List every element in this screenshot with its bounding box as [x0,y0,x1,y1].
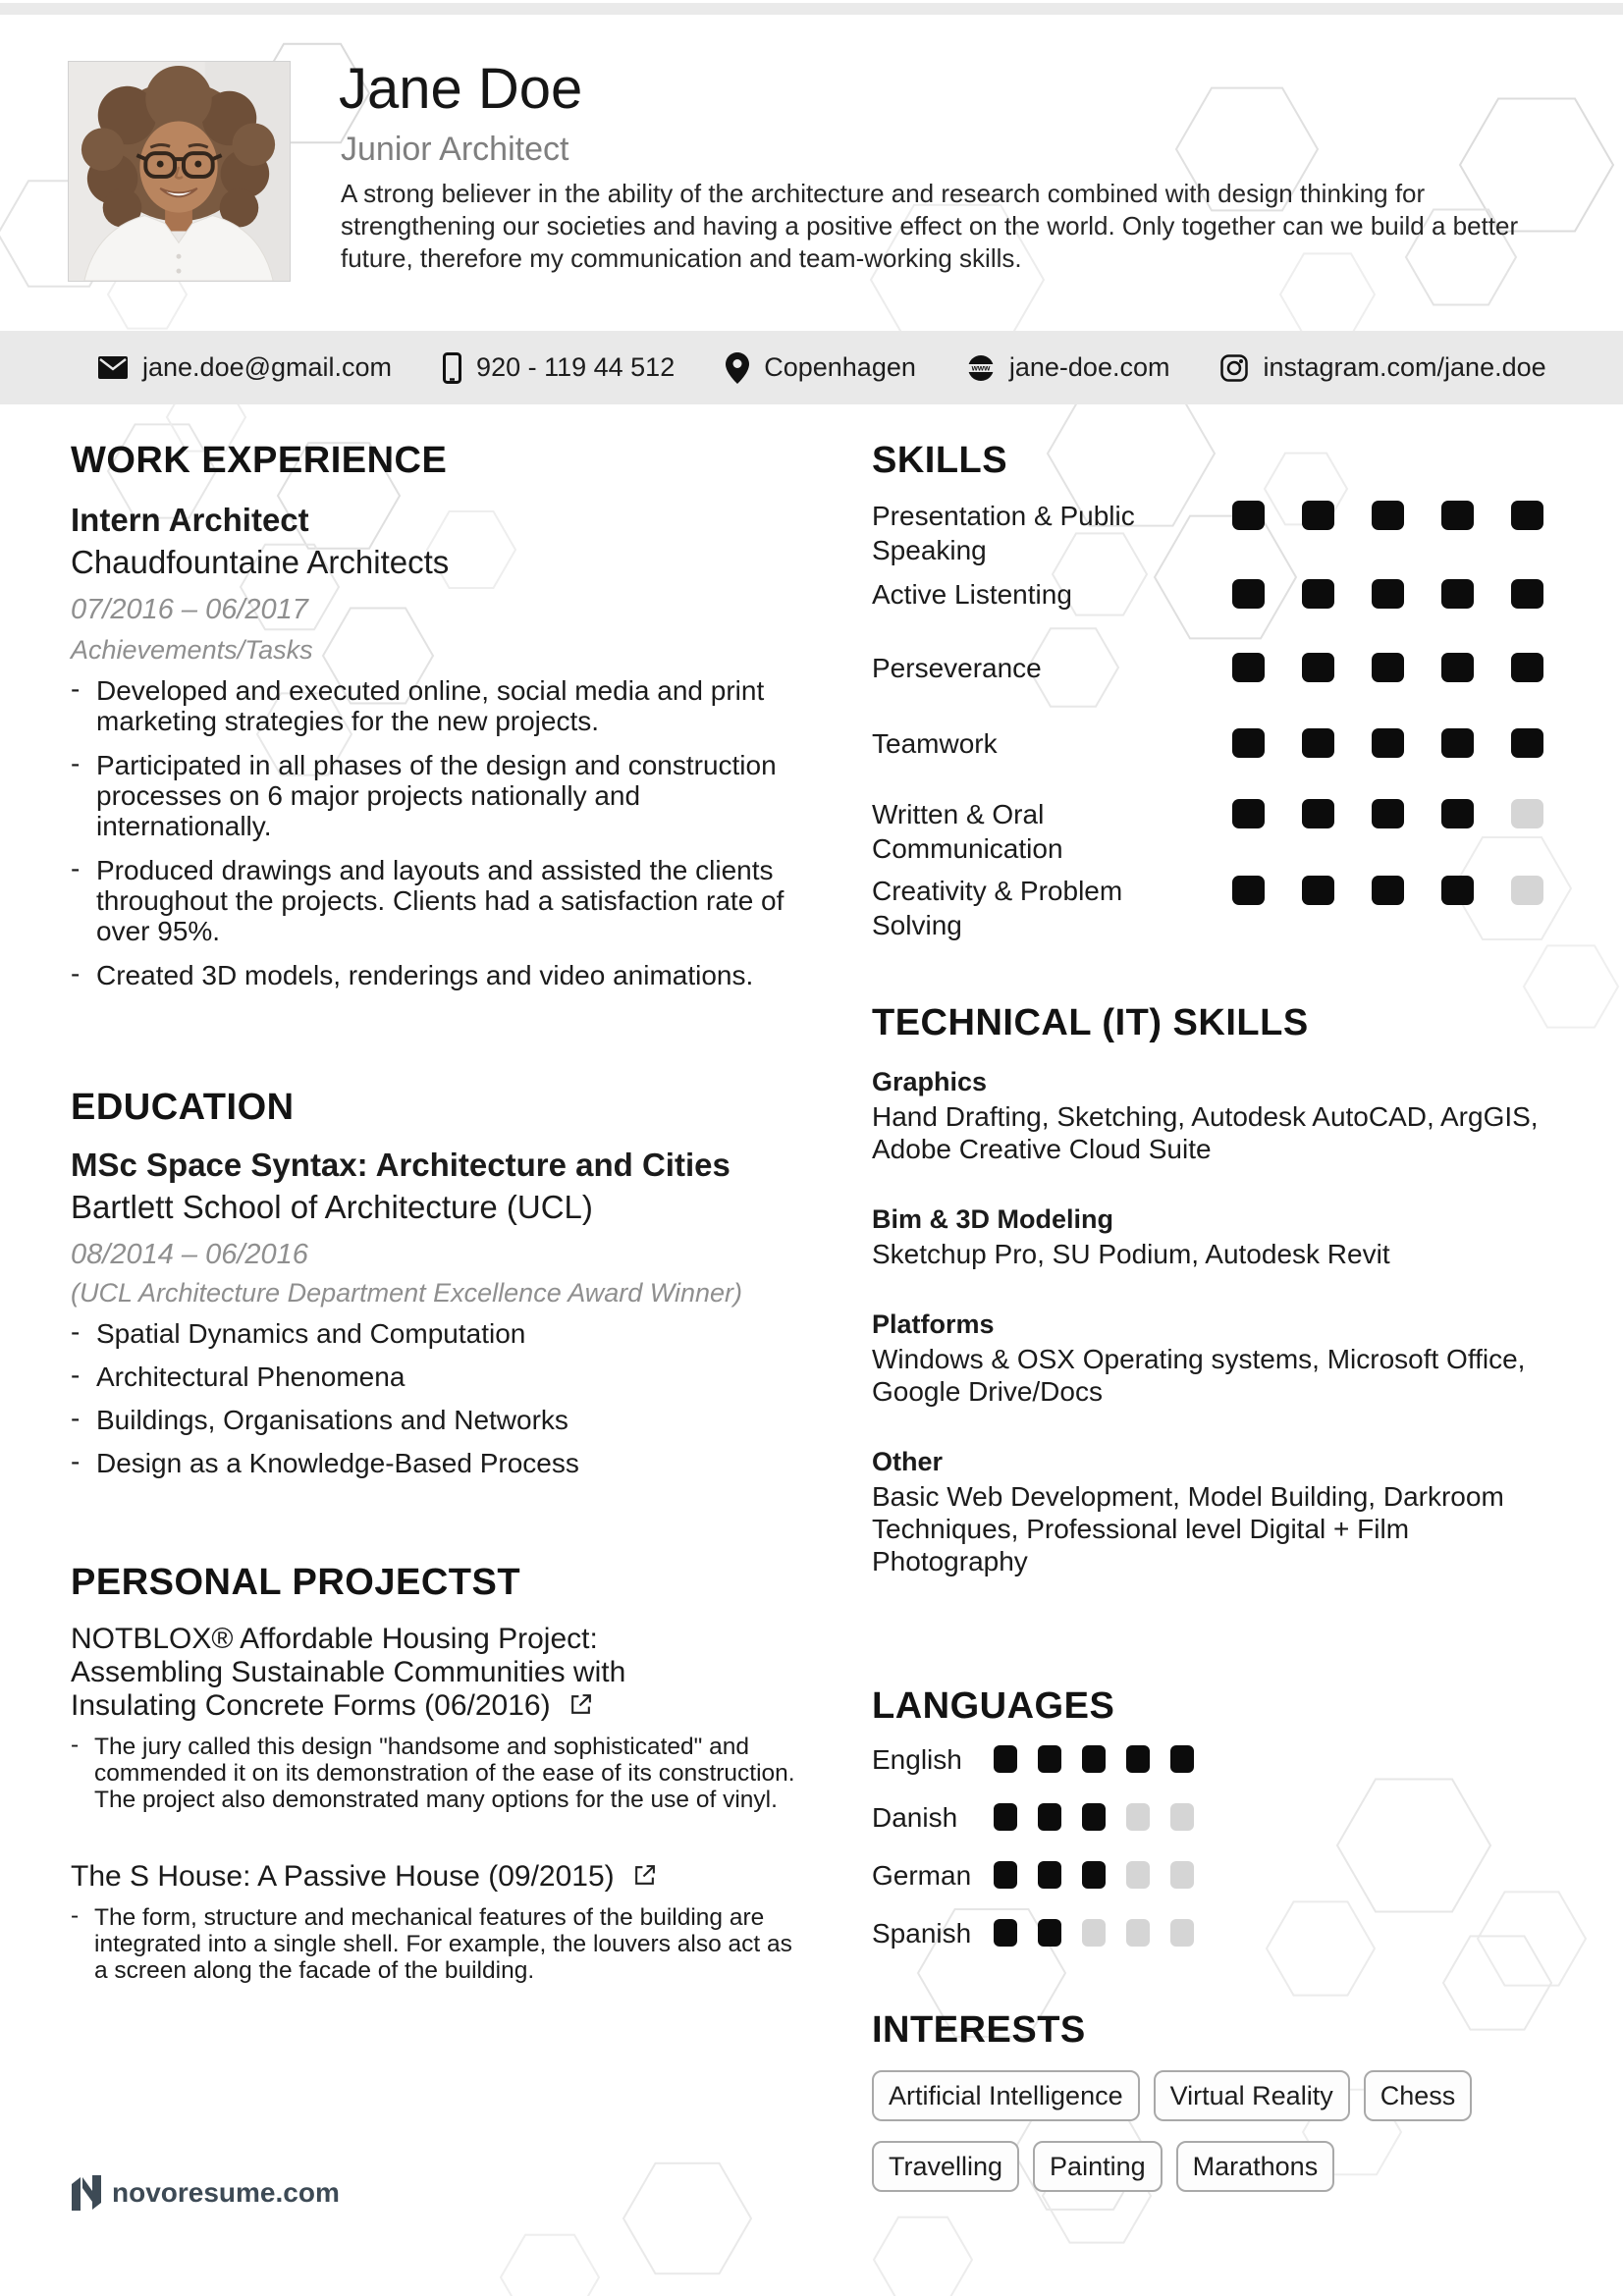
rating-square-empty [1511,799,1543,828]
rating-square-filled [1038,1861,1061,1889]
rating-square-filled [1302,579,1334,609]
rating-square-filled [1372,728,1404,758]
skill-label: Active Listenting [872,579,1072,610]
bullet-item: - Spatial Dynamics and Computation [71,1318,819,1349]
language-row [872,1800,1543,1835]
rating-square-filled [1372,653,1404,682]
email-text[interactable]: jane.doe@gmail.com [142,352,393,382]
job-role: Intern Architect [71,502,309,538]
bullet-item: - The form, structure and mechanical features of the building are integrated into a single shell. For example, the louvers also act as a screen along the facade of the building. [71,1904,811,1984]
bullet-item: - Architectural Phenomena [71,1362,819,1392]
job-company: Chaudfountaine Architects [71,544,450,580]
rating-square-filled [1441,579,1474,609]
degree-name: MSc Space Syntax: Architecture and Cities [71,1147,730,1183]
rating-square-filled [1441,501,1474,530]
project-title [71,1860,719,1896]
website-text[interactable]: jane-doe.com [1008,352,1170,382]
rating-square-filled [1372,876,1404,905]
language-label: German [872,1860,972,1891]
skill-rating [1232,653,1543,682]
rating-square-filled [1170,1745,1194,1773]
location-text: Copenhagen [764,352,916,382]
technical-skill-group-items: Windows & OSX Operating systems, Microsoft Office, Google Drive/Docs [872,1344,1526,1407]
rating-square-empty [1170,1919,1194,1947]
hexagon-decoration [501,2235,599,2296]
technical-skill-group-name: Bim & 3D Modeling [872,1204,1114,1234]
rating-square-empty [1126,1919,1150,1947]
interest-tag: Marathons [1176,2141,1335,2192]
skill-label: Teamwork [872,728,998,759]
technical-skill-group-items: Hand Drafting, Sketching, Autodesk AutoCAD, ArgGIS, Adobe Creative Cloud Suite [872,1101,1539,1164]
rating-square-filled [1038,1803,1061,1831]
rating-square-filled [1082,1745,1106,1773]
interest-tag-list [872,2070,1524,2192]
skill-rating [1232,501,1543,530]
rating-square-filled [994,1803,1017,1831]
rating-square-filled [1302,653,1334,682]
hexagon-decoration [623,2163,751,2274]
rating-square-empty [1511,876,1543,905]
rating-square-filled [1302,728,1334,758]
project-title-text: The S House: A Passive House (09/2015) [71,1860,615,1893]
rating-square-filled [1232,799,1265,828]
rating-square-filled [1302,501,1334,530]
language-row [872,1742,1543,1777]
interest-tag: Painting [1033,2141,1163,2192]
rating-square-filled [1038,1745,1061,1773]
technical-skill-group [872,1067,1543,1165]
education-section-title: EDUCATION [71,1087,295,1128]
location-pin-icon [726,352,749,384]
skill-row [872,499,1543,567]
rating-square-empty [1170,1803,1194,1831]
interest-tag: Artificial Intelligence [872,2070,1140,2121]
rating-square-filled [1511,501,1543,530]
interest-tag: Chess [1364,2070,1473,2121]
rating-square-filled [1232,728,1265,758]
rating-square-filled [1232,876,1265,905]
skill-row [872,651,1543,685]
languages-rating-list [872,1742,1543,1950]
envelope-icon [98,356,128,379]
rating-square-filled [1302,876,1334,905]
bullet-item: - Participated in all phases of the design and construction processes on 6 major projects nationally and internationally. [71,750,819,841]
language-label: Danish [872,1802,958,1833]
technical-skill-group-name: Graphics [872,1067,988,1096]
job-dates: 07/2016 – 06/2017 [71,594,308,625]
interest-tag: Travelling [872,2141,1019,2192]
skill-rating [1232,728,1543,758]
rating-square-filled [1441,728,1474,758]
technical-skills-groups [872,1067,1543,1577]
language-row [872,1858,1543,1893]
technical-skill-group [872,1309,1543,1408]
skill-rating [1232,876,1543,905]
rating-square-filled [1232,501,1265,530]
technical-skill-group [872,1204,1543,1270]
languages-section-title: LANGUAGES [872,1685,1115,1727]
rating-square-filled [1511,728,1543,758]
skill-label: Creativity & Problem Solving [872,876,1123,940]
phone-text: 920 - 119 44 512 [476,352,676,382]
rating-square-filled [1302,799,1334,828]
skill-row [872,726,1543,761]
skill-row [872,577,1543,612]
language-label: English [872,1744,962,1775]
rating-square-filled [1232,653,1265,682]
svg-text:www: www [971,363,991,373]
contact-location [726,352,916,384]
rating-square-filled [1372,799,1404,828]
bullet-item: - Produced drawings and layouts and assisted the clients throughout the projects. Clients had a satisfaction rate of over 95%. [71,855,819,946]
technical-skill-group-items: Basic Web Development, Model Building, Darkroom Techniques, Professional level Digital + Film Photography [872,1481,1504,1576]
job-tasks-label: Achievements/Tasks [71,635,313,665]
project-title [71,1623,645,1725]
language-label: Spanish [872,1918,972,1949]
rating-square-filled [994,1861,1017,1889]
instagram-icon [1220,354,1248,382]
skills-rating-list [872,499,1543,942]
rating-square-filled [1082,1861,1106,1889]
technical-skill-group [872,1447,1543,1577]
right-column [872,404,1543,2192]
external-link-icon[interactable] [632,1862,657,1896]
rating-square-filled [1038,1919,1061,1947]
education-bullet-list [71,1318,819,1478]
skill-label: Perseverance [872,653,1042,683]
project-title-text: NOTBLOX® Affordable Housing Project: Assembling Sustainable Communities with Insulating Concrete Forms (06/2016) [71,1623,626,1722]
rating-square-empty [1126,1861,1150,1889]
language-rating [994,1861,1194,1889]
rating-square-filled [1441,876,1474,905]
contact-email [98,352,392,383]
footer-branding [72,2175,340,2211]
skill-label: Written & Oral Communication [872,799,1063,864]
rating-square-empty [1170,1861,1194,1889]
work-experience-section-title: WORK EXPERIENCE [71,440,448,481]
skill-rating [1232,579,1543,609]
bullet-item: - Developed and executed online, social media and print marketing strategies for the new projects. [71,675,819,736]
skill-row [872,874,1543,942]
rating-square-filled [994,1745,1017,1773]
rating-square-filled [1372,501,1404,530]
job-bullet-list [71,675,819,990]
project-bullet-list [71,1734,819,1813]
interest-tag: Virtual Reality [1154,2070,1350,2121]
website-globe-icon [967,354,995,382]
contact-instagram [1220,352,1545,383]
personal-projects-section-title: PERSONAL PROJECTST [71,1562,521,1603]
rating-square-filled [1126,1745,1150,1773]
bullet-item: - Buildings, Organisations and Networks [71,1405,819,1435]
rating-square-filled [1441,799,1474,828]
smartphone-icon [443,352,461,384]
contact-bar [0,331,1623,404]
bullet-item: - Design as a Knowledge-Based Process [71,1448,819,1478]
degree-dates: 08/2014 – 06/2016 [71,1239,308,1270]
contact-phone [443,352,675,384]
person-job-title: Junior Architect [341,131,569,168]
language-rating [994,1745,1194,1773]
contact-website [967,352,1170,383]
rating-square-empty [1126,1803,1150,1831]
skill-row [872,797,1543,866]
skill-rating [1232,799,1543,828]
degree-school: Bartlett School of Architecture (UCL) [71,1189,593,1225]
language-rating [994,1919,1194,1947]
hexagon-decoration [874,2217,972,2296]
degree-award-note: (UCL Architecture Department Excellence Award Winner) [71,1278,743,1308]
interests-section-title: INTERESTS [872,2009,1086,2051]
skill-label: Presentation & Public Speaking [872,501,1135,565]
top-divider-strip [0,3,1623,15]
technical-skill-group-name: Platforms [872,1309,995,1339]
instagram-text[interactable]: instagram.com/jane.doe [1263,352,1546,382]
bullet-item: - Created 3D models, renderings and video animations. [71,960,819,990]
rating-square-filled [1511,579,1543,609]
rating-square-filled [994,1919,1017,1947]
bullet-item: - The jury called this design "handsome and sophisticated" and commended it on its demonstration of the ease of its construction. The project also demonstrated many options for the use of vinyl. [71,1734,811,1813]
left-column [71,404,819,1994]
rating-square-empty [1082,1919,1106,1947]
rating-square-filled [1372,579,1404,609]
rating-square-filled [1441,653,1474,682]
skills-section-title: SKILLS [872,440,1008,481]
footer-brand-text[interactable]: novoresume.com [112,2177,340,2208]
profile-summary: A strong believer in the ability of the architecture and research combined with design thinking for strengthening our societies and having a positive effect on the world. Only together can we build a better future, therefore my communication and team-working skills. [341,179,1519,273]
language-row [872,1916,1543,1950]
rating-square-filled [1232,579,1265,609]
person-name: Jane Doe [339,57,583,121]
external-link-icon[interactable] [568,1691,593,1725]
profile-photo [68,61,291,282]
project-bullet-list [71,1904,819,1984]
technical-skill-group-items: Sketchup Pro, SU Podium, Autodesk Revit [872,1239,1390,1269]
novoresume-logo-icon [72,2175,101,2211]
language-rating [994,1803,1194,1831]
rating-square-filled [1082,1803,1106,1831]
technical-skill-group-name: Other [872,1447,944,1476]
profile-photo-illustration [69,62,290,281]
technical-skills-section-title: TECHNICAL (IT) SKILLS [872,1002,1309,1043]
rating-square-filled [1511,653,1543,682]
